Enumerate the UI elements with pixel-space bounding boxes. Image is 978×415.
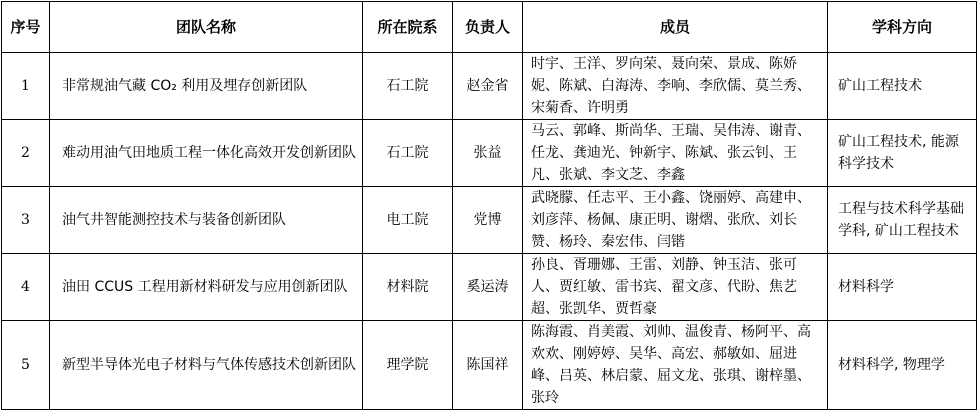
cell-leader: 陈国祥	[453, 321, 523, 410]
table-row	[2, 254, 977, 321]
cell-college: 石工院	[363, 53, 453, 120]
cell-team-name: 油田 CCUS 工程用新材料研发与应用创新团队	[50, 254, 363, 321]
cell-team-name: 难动用油气田地质工程一体化高效开发创新团队	[50, 120, 363, 187]
header-leader: 负责人	[453, 2, 523, 53]
header-team-name: 团队名称	[50, 2, 363, 53]
table-row	[2, 187, 977, 254]
table-row	[2, 321, 977, 410]
cell-field: 材料科学, 物理学	[828, 321, 977, 410]
cell-no: 1	[2, 53, 50, 120]
cell-no: 2	[2, 120, 50, 187]
cell-field: 矿山工程技术	[828, 53, 977, 120]
cell-members: 时宇、王洋、罗向荣、聂向荣、景成、陈娇妮、陈斌、白海涛、李响、李欣儒、莫兰秀、宋菊香、许明勇	[523, 53, 828, 120]
header-no: 序号	[2, 2, 50, 53]
cell-no: 3	[2, 187, 50, 254]
header-college: 所在院系	[363, 2, 453, 53]
cell-leader: 奚运涛	[453, 254, 523, 321]
header-field: 学科方向	[828, 2, 977, 53]
cell-field: 材料科学	[828, 254, 977, 321]
cell-no: 5	[2, 321, 50, 410]
cell-members: 马云、郭峰、斯尚华、王瑞、吴伟涛、谢青、任龙、龚迪光、钟新宇、陈斌、张云钊、王凡、张斌、李文芝、李鑫	[523, 120, 828, 187]
cell-members: 陈海霞、肖美霞、刘帅、温俊青、杨阿平、高欢欢、刚婷婷、吴华、高宏、郝敏如、屈进峰、吕英、林启蒙、屈文龙、张琪、谢梓墨、张玲	[523, 321, 828, 410]
header-members: 成员	[523, 2, 828, 53]
cell-field: 矿山工程技术, 能源科学技术	[828, 120, 977, 187]
cell-college: 石工院	[363, 120, 453, 187]
cell-team-name: 新型半导体光电子材料与气体传感技术创新团队	[50, 321, 363, 410]
cell-leader: 张益	[453, 120, 523, 187]
cell-field: 工程与技术科学基础学科, 矿山工程技术	[828, 187, 977, 254]
cell-college: 材料院	[363, 254, 453, 321]
table-row	[2, 53, 977, 120]
cell-team-name: 非常规油气藏 CO₂ 利用及埋存创新团队	[50, 53, 363, 120]
table-header-row	[2, 2, 977, 53]
cell-team-name: 油气井智能测控技术与装备创新团队	[50, 187, 363, 254]
cell-members: 武晓朦、任志平、王小鑫、饶丽婷、高建申、刘彦萍、杨佩、康正明、谢熠、张欣、刘长赞、杨玲、秦宏伟、闫锴	[523, 187, 828, 254]
cell-leader: 赵金省	[453, 53, 523, 120]
cell-college: 电工院	[363, 187, 453, 254]
table-row	[2, 120, 977, 187]
cell-members: 孙良、胥珊娜、王雷、刘静、钟玉洁、张可人、贾红敏、雷书宾、翟文彦、代盼、焦艺超、张凯华、贾哲豪	[523, 254, 828, 321]
cell-college: 理学院	[363, 321, 453, 410]
innovation-team-table	[1, 1, 977, 410]
cell-no: 4	[2, 254, 50, 321]
cell-leader: 党博	[453, 187, 523, 254]
